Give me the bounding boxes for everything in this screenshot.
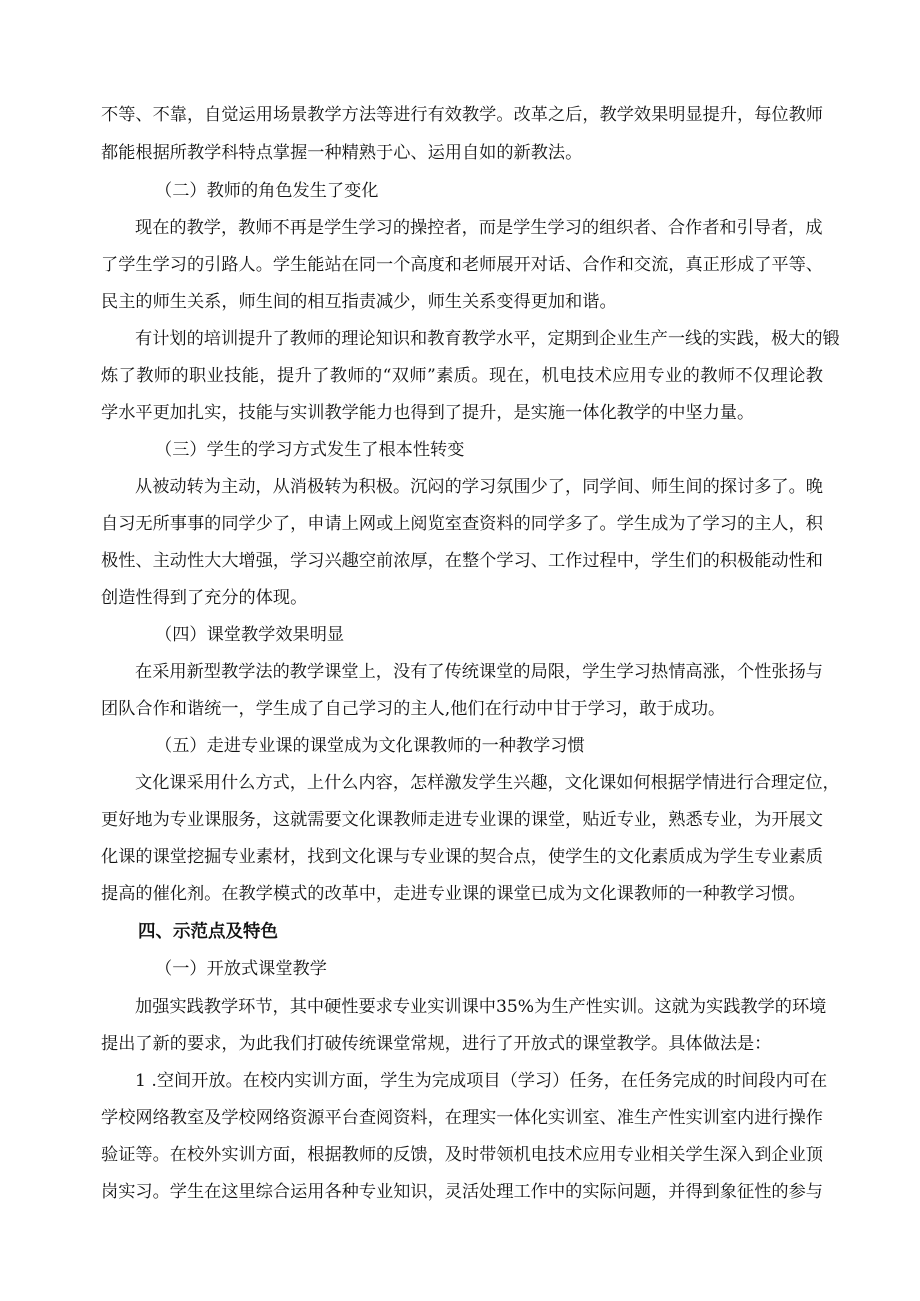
paragraph-line: 不等、不靠，自觉运用场景教学方法等进行有效教学。改革之后，教学效果明显提升，每位教师 [101,105,823,125]
subheading-open-class: （一）开放式课堂教学 [155,959,327,979]
paragraph-line: 提高的催化剂。在教学模式的改革中，走进专业课的课堂已成为文化课教师的一种教学习惯。 [101,884,806,904]
paragraph-line: 化课的课堂挖掘专业素材，找到文化课与专业课的契合点，使学生的文化素质成为学生专业素质 [101,847,823,867]
paragraph-line: 提出了新的要求，为此我们打破传统课堂常规，进行了开放式的课堂教学。具体做法是： [101,1034,772,1054]
paragraph-line: 极性、主动性大大增强，学习兴趣空前浓厚，在整个学习、工作过程中，学生们的积极能动性和 [101,551,823,571]
section-heading: 四、示范点及特色 [138,922,278,942]
paragraph-line: 学校网络教室及学校网络资源平台查阅资料，在理实一体化实训室、准生产性实训室内进行操作 [101,1108,823,1128]
subheading-class-effect: （四）课堂教学效果明显 [155,625,345,645]
paragraph-line: 从被动转为主动，从消极转为积极。沉闷的学习氛围少了，同学间、师生间的探讨多了。晚 [135,477,823,497]
paragraph-line: 炼了教师的职业技能，提升了教师的“双师”素质。现在，机电技术应用专业的教师不仅理论教 [101,366,823,386]
subheading-learning-change: （三）学生的学习方式发生了根本性转变 [155,440,465,460]
paragraph-line: 了学生学习的引路人。学生能站在同一个高度和老师展开对话、合作和交流，真正形成了平等、 [101,255,823,275]
paragraph-line: 验证等。在校外实训方面，根据教师的反馈，及时带领机电技术应用专业相关学生深入到企业顶 [101,1145,823,1165]
paragraph-line: 都能根据所教学科特点掌握一种精熟于心、运用自如的新教法。 [101,143,583,163]
paragraph-line: 学水平更加扎实，技能与实训教学能力也得到了提升，是实施一体化教学的中坚力量。 [101,403,755,423]
paragraph-line: 团队合作和谐统一，学生成了自己学习的主人,他们在行动中甘于学习，敢于成功。 [101,699,726,719]
paragraph-line: 更好地为专业课服务，这就需要文化课教师走进专业课的课堂，贴近专业，熟悉专业，为开展文 [101,810,823,830]
paragraph-line: 有计划的培训提升了教师的理论知识和教育教学水平，定期到企业生产一线的实践，极大的锻 [135,329,840,349]
paragraph-line: 现在的教学，教师不再是学生学习的操控者，而是学生学习的组织者、合作者和引导者，成 [135,218,823,238]
paragraph-line: 自习无所事事的同学少了，申请上网或上阅览室查资料的同学多了。学生成为了学习的主人，积 [101,514,823,534]
subheading-role-change: （二）教师的角色发生了变化 [155,181,379,201]
paragraph-line: 文化课采用什么方式，上什么内容，怎样激发学生兴趣，文化课如何根据学情进行合理定位， [135,773,840,793]
paragraph-line: 岗实习。学生在这里综合运用各种专业知识，灵活处理工作中的实际问题，并得到象征性的参与 [101,1182,823,1202]
paragraph-line: 民主的师生关系，师生间的相互指责减少，师生关系变得更加和谐。 [101,292,617,312]
paragraph-line: 在采用新型教学法的教学课堂上，没有了传统课堂的局限，学生学习热情高涨，个性张扬与 [135,662,823,682]
subheading-culture-teachers: （五）走进专业课的课堂成为文化课教师的一种教学习惯 [155,736,585,756]
paragraph-line: 加强实践教学环节，其中硬性要求专业实训课中35%为生产性实训。这就为实践教学的环境 [135,997,827,1017]
paragraph-line: 创造性得到了充分的体现。 [101,588,308,608]
paragraph-line: 1 .空间开放。在校内实训方面，学生为完成项目（学习）任务，在任务完成的时间段内可在 [135,1071,828,1091]
